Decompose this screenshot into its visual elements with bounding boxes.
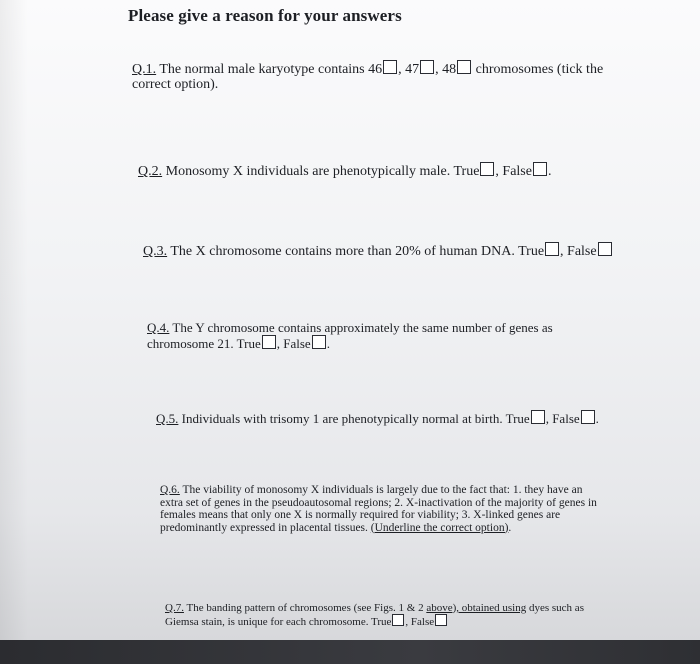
false-label: , False bbox=[560, 244, 597, 259]
question-number: Q.2. bbox=[138, 164, 163, 179]
question-text: chromosomes (tick the correct option). bbox=[132, 62, 604, 92]
question-text: The X chromosome contains more than 20% of human DNA. True bbox=[167, 244, 545, 259]
period: . bbox=[326, 336, 330, 351]
false-label: , False bbox=[276, 336, 311, 351]
checkbox-false[interactable] bbox=[581, 410, 595, 424]
instruction-text: (Underline the correct option) bbox=[370, 521, 509, 534]
question-4 bbox=[147, 321, 577, 351]
question-text: The normal male karyotype contains 46 bbox=[156, 62, 383, 77]
question-text: The Y chromosome contains approximately the same number of genes as chromosome 21. True bbox=[147, 320, 553, 351]
question-number: Q.3. bbox=[143, 244, 168, 259]
question-number: Q.5. bbox=[156, 411, 179, 426]
checkbox-false[interactable] bbox=[435, 614, 447, 626]
above-reference: above), obtained using bbox=[426, 602, 527, 614]
checkbox-false[interactable] bbox=[533, 162, 547, 176]
false-label: , False bbox=[495, 164, 532, 179]
option-separator: , 47 bbox=[398, 62, 420, 77]
question-3 bbox=[143, 242, 613, 259]
question-text: dyes such as Giemsa stain, is unique for each chromosome. True bbox=[165, 602, 584, 628]
page-heading: Please give a reason for your answers bbox=[128, 6, 402, 25]
checkbox-46[interactable] bbox=[383, 60, 397, 74]
checkbox-47[interactable] bbox=[420, 60, 434, 74]
false-label: , False bbox=[405, 616, 435, 628]
checkbox-true[interactable] bbox=[392, 614, 404, 626]
checkbox-true[interactable] bbox=[262, 335, 276, 349]
question-number: Q.7. bbox=[165, 602, 184, 614]
question-1 bbox=[132, 60, 612, 92]
question-text: Monosomy X individuals are phenotypically male. True bbox=[162, 164, 480, 179]
page-shadow bbox=[0, 0, 28, 640]
period: . bbox=[508, 521, 512, 534]
question-number: Q.6. bbox=[160, 484, 180, 496]
checkbox-true[interactable] bbox=[480, 162, 494, 176]
question-5 bbox=[156, 410, 606, 426]
checkbox-48[interactable] bbox=[457, 60, 471, 74]
question-2 bbox=[138, 162, 608, 179]
question-6 bbox=[160, 484, 600, 534]
question-text: The banding pattern of chromosomes (see Figs. 1 & 2 bbox=[183, 602, 427, 614]
period: . bbox=[547, 164, 552, 179]
checkbox-true[interactable] bbox=[545, 242, 559, 256]
question-text: Individuals with trisomy 1 are phenotypically normal at birth. True bbox=[178, 411, 530, 426]
period: . bbox=[595, 411, 599, 426]
checkbox-true[interactable] bbox=[531, 410, 545, 424]
question-number: Q.1. bbox=[132, 62, 157, 77]
question-number: Q.4. bbox=[147, 320, 170, 335]
false-label: , False bbox=[545, 411, 580, 426]
checkbox-false[interactable] bbox=[312, 335, 326, 349]
option-separator: , 48 bbox=[435, 62, 457, 77]
question-7 bbox=[165, 603, 585, 628]
checkbox-false[interactable] bbox=[598, 242, 612, 256]
question-text: The viability of monosomy X individuals is largely due to the fact that: 1. they have an extra set of genes in the pseudoautosomal regions; 2. X-inactivation of the majority of genes in females means that only one X is normally required for viability; 3. X-linked genes are predominantly expressed in placental tissues. bbox=[160, 484, 597, 534]
screen-bottom-edge bbox=[0, 640, 700, 664]
